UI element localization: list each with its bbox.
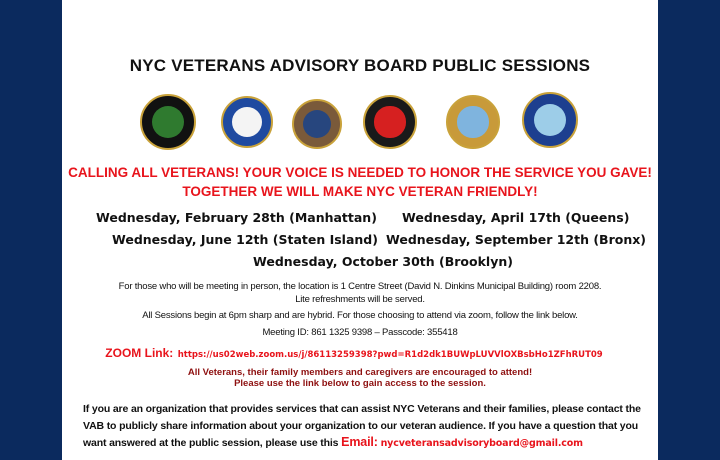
- meeting-id-text: Meeting ID: 861 1325 9398 – Passcode: 355418: [262, 327, 458, 338]
- navy-seal: [221, 96, 273, 148]
- encourage-line-1: All Veterans, their family members and caregivers are encouraged to attend!: [187, 367, 533, 378]
- zoom-link[interactable]: https://us02web.zoom.us/j/86113259398?pwd=R1d2dk1BUWpLUVVlOXBsbHo1ZFhRUT09: [177, 350, 603, 360]
- national-guard-seal-center: [534, 104, 566, 136]
- call-line-1: CALLING ALL VETERANS! YOUR VOICE IS NEEDED TO HONOR THE SERVICE YOU GAVE!: [68, 165, 652, 180]
- page-title: NYC VETERANS ADVISORY BOARD PUBLIC SESSIONS: [129, 56, 591, 75]
- call-line-2: TOGETHER WE WILL MAKE NYC VETERAN FRIENDLY!: [182, 184, 538, 199]
- zoom-link-label: ZOOM Link:: [105, 346, 174, 360]
- marines-seal: [363, 95, 417, 149]
- zoom-link-row: [0, 344, 714, 362]
- hybrid-text: All Sessions begin at 6pm sharp and are hybrid. For those choosing to attend via zoom, follow the link below.: [142, 310, 578, 321]
- navy-seal-center: [232, 107, 262, 137]
- email-label: Email:: [341, 435, 378, 449]
- contact-line-3: [83, 435, 583, 449]
- refreshments-text: Lite refreshments will be served.: [295, 294, 425, 305]
- coast-guard-seal: [446, 95, 500, 149]
- date-bronx: Wednesday, September 12th (Bronx): [386, 232, 646, 247]
- army-seal-center: [152, 106, 184, 138]
- encourage-line-2: Please use the link below to gain access to the session.: [234, 378, 486, 389]
- contact-line-3-text: want answered at the public session, please use this: [83, 437, 339, 449]
- date-staten-island: Wednesday, June 12th (Staten Island): [112, 232, 378, 247]
- air-force-seal-center: [303, 110, 332, 139]
- air-force-seal: [292, 99, 342, 149]
- date-brooklyn: Wednesday, October 30th (Brooklyn): [253, 254, 513, 269]
- army-seal: [140, 94, 196, 150]
- date-manhattan: Wednesday, February 28th (Manhattan): [96, 210, 377, 225]
- contact-line-1: If you are an organization that provides services that can assist NYC Veterans and their families, please contact the: [83, 403, 641, 415]
- national-guard-seal: [522, 92, 578, 148]
- date-queens: Wednesday, April 17th (Queens): [402, 210, 630, 225]
- contact-line-2: VAB to publicly share information about your organization to our veteran audience. If you have a question that you: [83, 420, 639, 432]
- email-link[interactable]: nycveteransadvisoryboard@gmail.com: [380, 438, 583, 449]
- coast-guard-seal-center: [457, 106, 488, 137]
- marines-seal-center: [374, 106, 405, 137]
- location-text: For those who will be meeting in person, the location is 1 Centre Street (David N. Dinkins Municipal Building) room 2208.: [118, 281, 602, 292]
